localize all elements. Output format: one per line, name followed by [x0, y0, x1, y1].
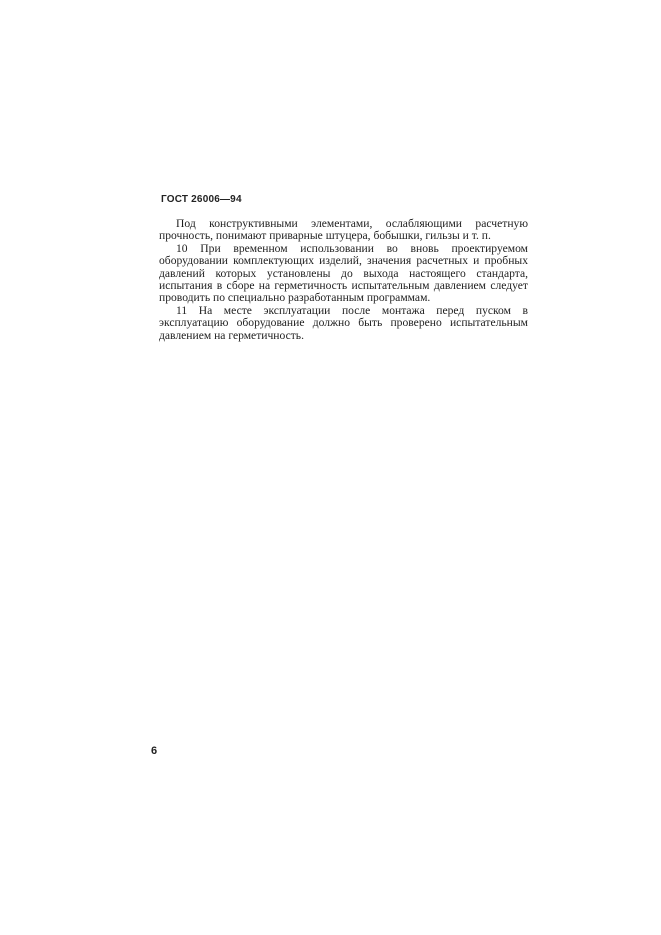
paragraph-clause-10: 10 При временном использовании во вновь проектируемом оборудовании комплектующих изделий, значения расчетных и пробных давлений которых установлены до выхода настоящего стандарта, испытания в сборе на герметичность испытательным давлением следует проводить по специально разработанным программам.	[159, 241, 528, 305]
paragraph-clause-11: 11 На месте эксплуатации после монтажа перед пуском в эксплуатацию оборудование должно быть проверено испытательным давлением на герметичность.	[159, 303, 528, 342]
document-body	[159, 218, 528, 342]
paragraph-structural-elements: Под конструктивными элементами, ослабляющими расчетную прочность, понимают приварные штуцера, бобышки, гильзы и т. п.	[159, 217, 528, 243]
page-number: 6	[151, 745, 158, 757]
document-header: ГОСТ 26006—94	[161, 194, 242, 205]
